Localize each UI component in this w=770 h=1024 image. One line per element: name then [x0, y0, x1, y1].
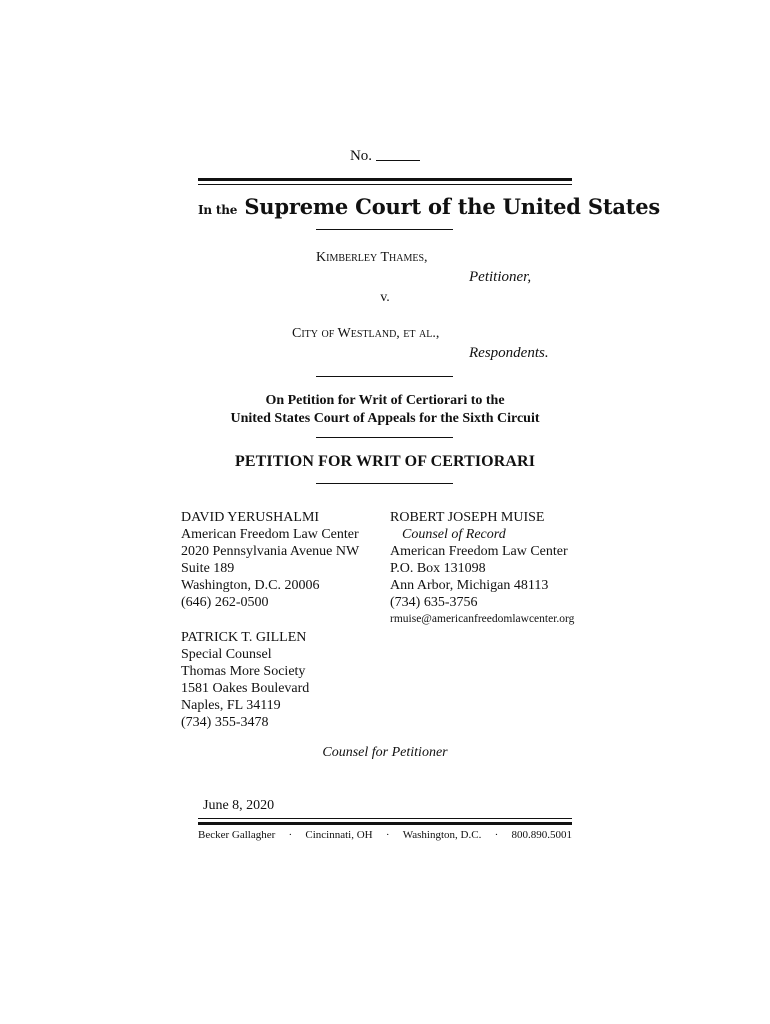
counsel-of-record-role: Counsel of Record: [402, 527, 506, 542]
top-thick-rule: [198, 178, 572, 181]
bottom-thick-rule: [198, 822, 572, 825]
counsel-of-record-org: American Freedom Law Center: [390, 544, 568, 559]
docket-label: No.: [349, 148, 373, 164]
counsel-of-record-po-box: P.O. Box 131098: [390, 561, 486, 576]
counsel-left-secondary: [181, 629, 309, 731]
court-prefix: In the: [198, 203, 238, 217]
docket-number: [0, 148, 770, 165]
counsel-of-record-name: ROBERT JOSEPH MUISE: [390, 510, 545, 525]
counsel-address: 1581 Oakes Boulevard: [181, 681, 310, 696]
filing-date: June 8, 2020: [203, 798, 275, 813]
petition-on-heading: [170, 392, 600, 428]
footer-city-2: Washington, D.C.: [402, 829, 482, 841]
counsel-city: Washington, D.C. 20006: [181, 578, 320, 593]
footer-phone: 800.890.5001: [511, 829, 572, 841]
petitioner-role: Petitioner,: [469, 269, 532, 285]
printer-footer: [198, 829, 572, 841]
counsel-title: Special Counsel: [181, 647, 272, 662]
separator-rule-4: [316, 483, 453, 484]
counsel-org: Thomas More Society: [181, 664, 306, 679]
top-thin-rule: [198, 184, 572, 185]
footer-separator: ·: [385, 829, 390, 841]
respondent-role: Respondents.: [469, 345, 549, 361]
footer-printer: Becker Gallagher: [198, 829, 276, 841]
counsel-of-record-email: rmuise@americanfreedomlawcenter.org: [390, 613, 575, 625]
versus-text: v.: [380, 290, 390, 305]
counsel-of-record-city: Ann Arbor, Michigan 48113: [390, 578, 549, 593]
footer-separator: ·: [494, 829, 499, 841]
court-name: Supreme Court of the United States: [244, 194, 661, 219]
counsel-right: [390, 509, 574, 628]
separator-rule-2: [316, 376, 453, 377]
petitioner-name: Kimberley Thames,: [316, 250, 428, 265]
separator-rule-3: [316, 437, 453, 438]
counsel-left-primary: [181, 509, 359, 611]
docket-blank-line: [376, 160, 420, 161]
respondent-name: City of Westland, et al.,: [292, 326, 440, 341]
counsel-name: DAVID YERUSHALMI: [181, 510, 320, 525]
counsel-phone: (734) 355-3478: [181, 715, 269, 730]
counsel-suite: Suite 189: [181, 561, 235, 576]
separator-rule-1: [316, 229, 453, 230]
petition-on-line-1: On Petition for Writ of Certiorari to the: [265, 393, 505, 408]
counsel-name: PATRICK T. GILLEN: [181, 630, 307, 645]
footer-city-1: Cincinnati, OH: [305, 829, 373, 841]
counsel-phone: (646) 262-0500: [181, 595, 269, 610]
counsel-city: Naples, FL 34119: [181, 698, 281, 713]
counsel-for-petitioner: Counsel for Petitioner: [322, 745, 448, 760]
bottom-thin-rule: [198, 818, 572, 819]
document-title: PETITION FOR WRIT OF CERTIORARI: [234, 453, 536, 470]
counsel-org: American Freedom Law Center: [181, 527, 359, 542]
counsel-address: 2020 Pennsylvania Avenue NW: [181, 544, 360, 559]
petition-on-line-2: United States Court of Appeals for the Sixth Circuit: [230, 411, 540, 426]
court-title: [198, 194, 661, 219]
footer-separator: ·: [288, 829, 293, 841]
counsel-of-record-phone: (734) 635-3756: [390, 595, 478, 610]
